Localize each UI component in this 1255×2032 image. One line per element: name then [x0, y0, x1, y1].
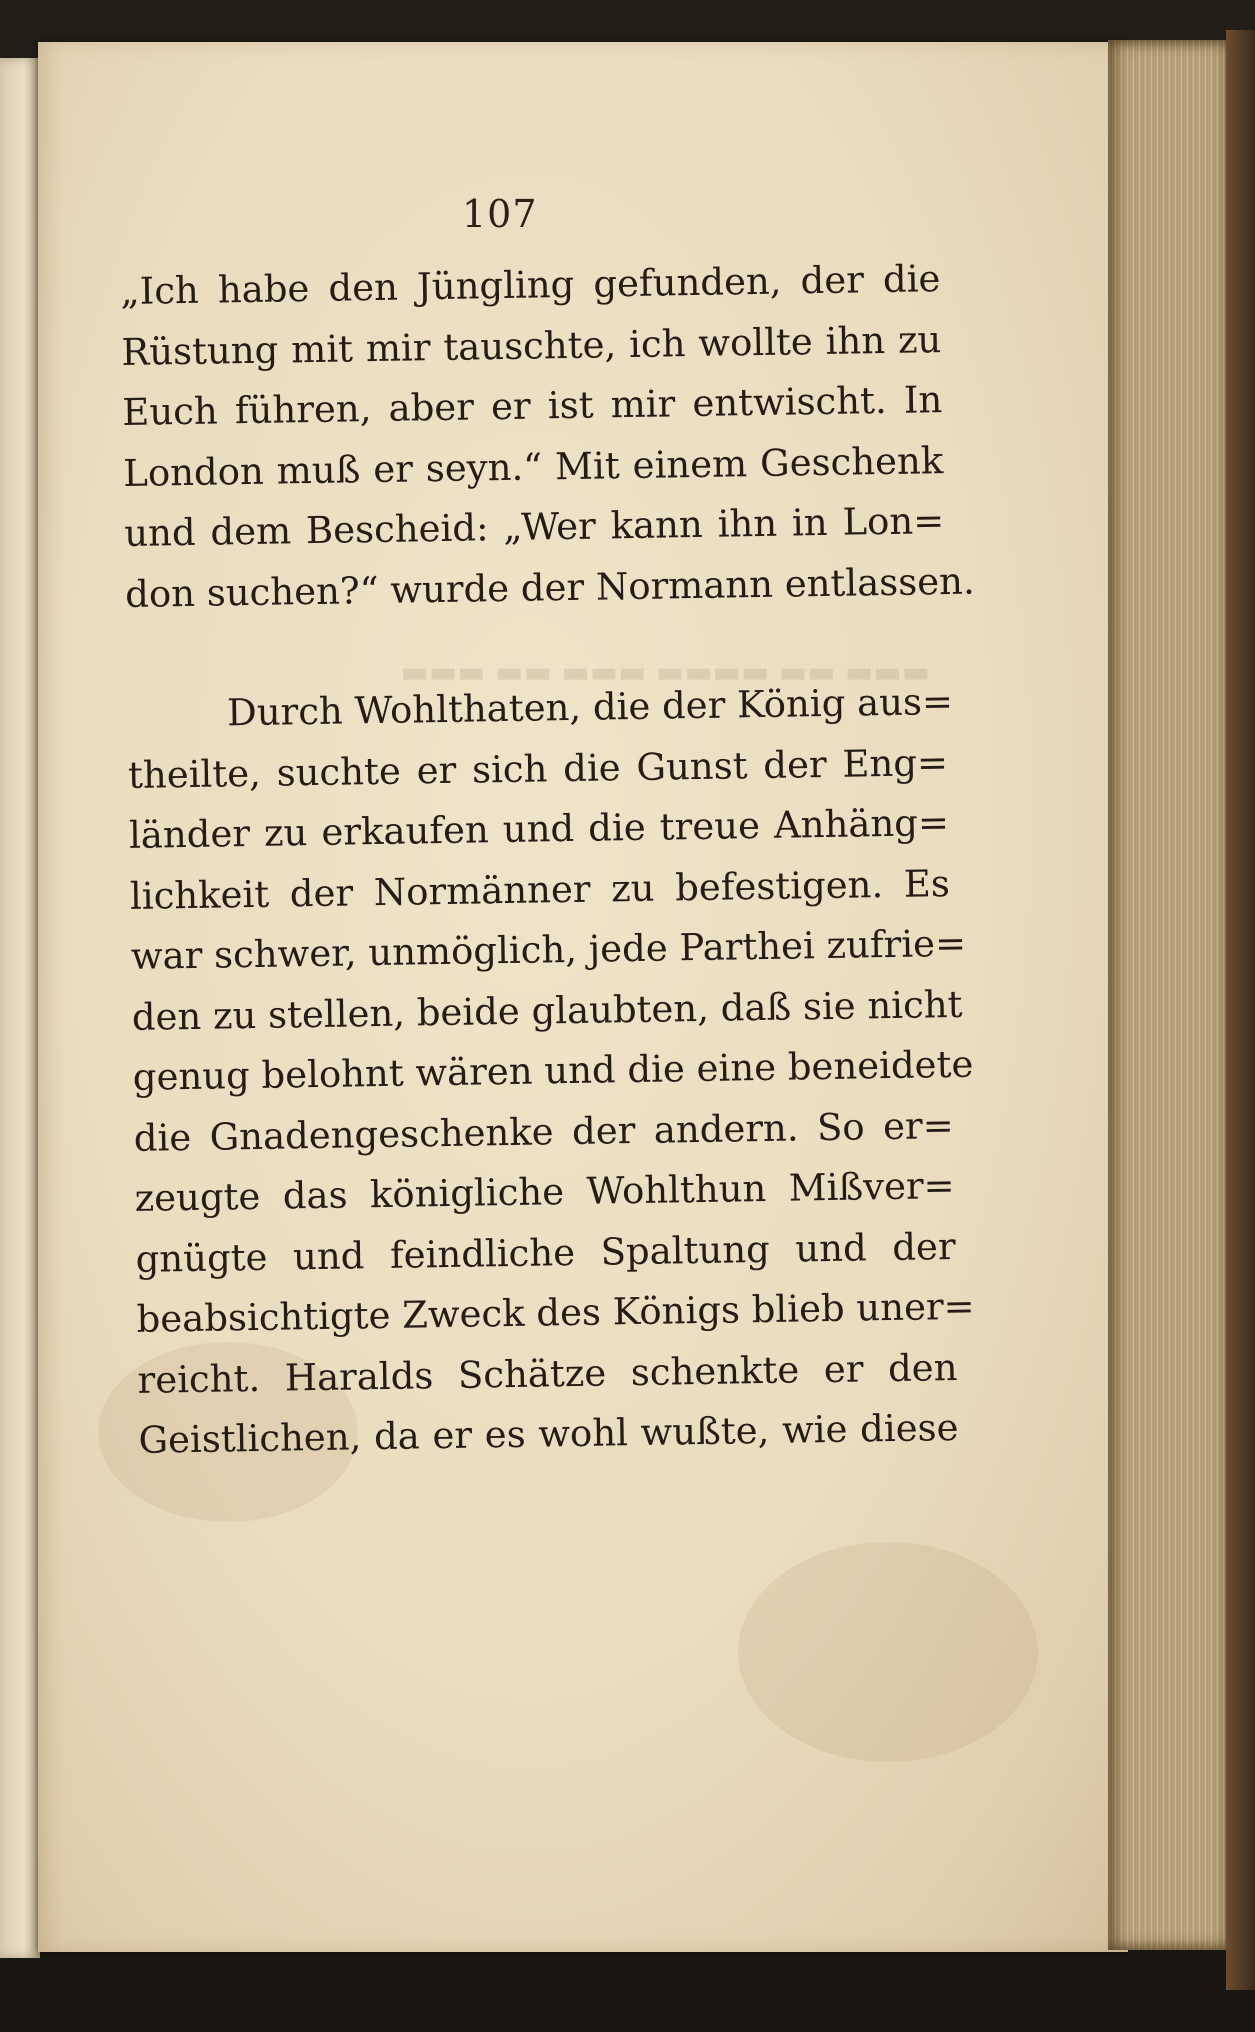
text-line: Euch führen, aber er ist mir entwischt. In: [122, 378, 943, 434]
text-line: länder zu erkaufen und die treue Anhäng=: [128, 801, 950, 857]
paper-stain: [738, 1542, 1038, 1762]
page-number: 107: [462, 192, 538, 236]
text-line: theilte, suchte er sich die Gunst der Eng=: [127, 740, 949, 797]
left-page-edge: [0, 58, 40, 1958]
show-through-text: ▬▬▬ ▬▬ ▬▬▬▬ ▬▬▬ ▬▬ ▬▬▬: [400, 655, 930, 690]
text-line: lichkeit der Normänner zu befestigen. Es: [129, 861, 951, 918]
text-line: die Gnadengeschenke der andern. So er=: [133, 1103, 954, 1160]
page-edges: [1108, 40, 1238, 1950]
paragraph: [127, 672, 975, 1471]
text-line: zeugte das königliche Wohlthun Mißver=: [134, 1164, 955, 1220]
text-line: den zu stellen, beide glaubten, daß sie nicht: [131, 982, 963, 1039]
text-line: Durch Wohlthaten, die der König aus=: [226, 679, 954, 735]
text-line: don suchen?“ wurde der Normann entlassen.: [124, 559, 976, 616]
text-line: „Ich habe den Jüngling gefunden, der die: [120, 257, 941, 313]
text-line: gnügte und feindliche Spaltung und der: [135, 1224, 956, 1281]
body-text: [120, 249, 976, 1471]
text-line: war schwer, unmöglich, jede Parthei zufrie=: [130, 921, 967, 978]
text-line: und dem Bescheid: „Wer kann ihn in Lon=: [123, 499, 945, 555]
paragraph: [120, 249, 976, 625]
text-line: London muß er seyn.“ Mit einem Geschenk: [122, 438, 944, 495]
text-line: genug belohnt wären und die eine beneidete: [132, 1042, 974, 1099]
text-line: Geistlichen, da er es wohl wußte, wie diese: [138, 1405, 959, 1462]
text-line: reicht. Haralds Schätze schenkte er den: [137, 1345, 958, 1402]
text-line: Rüstung mit mir tauschte, ich wollte ihn zu: [121, 317, 942, 374]
book-cover-edge: [1226, 30, 1255, 1990]
text-line: beabsichtigte Zweck des Königs blieb uner=: [136, 1284, 975, 1341]
